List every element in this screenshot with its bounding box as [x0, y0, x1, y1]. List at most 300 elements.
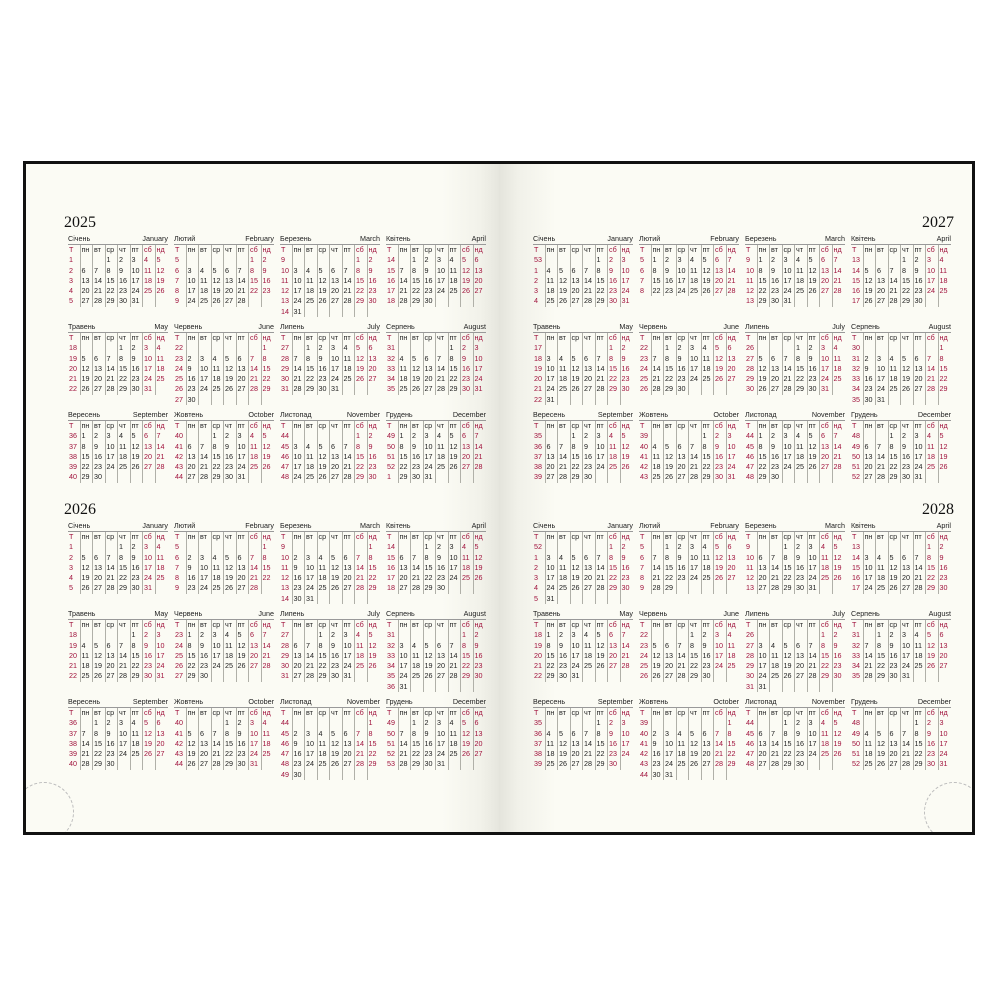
day-cell: 23: [914, 286, 927, 296]
day-cell: 15: [411, 276, 424, 286]
month-grid: [386, 421, 486, 483]
day-cell: 2: [901, 431, 914, 441]
day-cell: 3: [436, 255, 449, 265]
day-cell: [901, 542, 914, 552]
week-row: [639, 255, 739, 265]
day-cell: 3: [199, 354, 212, 364]
month-header: [68, 408, 168, 421]
weekday-header: пт: [702, 532, 715, 542]
day-cell: 25: [224, 661, 237, 671]
day-cell: [249, 472, 262, 482]
day-cell: 14: [652, 563, 665, 573]
week-number: 43: [639, 472, 652, 482]
day-cell: 17: [330, 364, 343, 374]
day-cell: 20: [199, 749, 212, 759]
day-cell: 4: [262, 718, 267, 728]
weekday-header: нд: [727, 333, 736, 342]
week-number: 48: [280, 472, 293, 482]
day-cell: 15: [939, 363, 948, 373]
day-cell: 28: [596, 384, 609, 394]
day-cell: 29: [783, 759, 796, 769]
week-number: 38: [533, 749, 546, 759]
day-cell: 3: [330, 343, 343, 353]
day-cell: 7: [558, 442, 571, 452]
day-cell: 4: [143, 255, 156, 265]
day-cell: 5: [571, 354, 584, 364]
day-cell: 4: [795, 255, 808, 265]
day-cell: 4: [795, 431, 808, 441]
day-cell: 11: [795, 266, 808, 276]
day-cell: 10: [783, 442, 796, 452]
weekday-header: Т: [174, 245, 187, 255]
day-cell: 24: [199, 384, 212, 394]
week-number: 7: [174, 563, 187, 573]
week-row: [386, 472, 486, 482]
day-cell: 14: [596, 364, 609, 374]
week-number: 5: [68, 296, 81, 306]
day-cell: 13: [677, 452, 690, 462]
week-row: [174, 630, 274, 640]
day-cell: 17: [199, 573, 212, 583]
day-cell: 29: [702, 472, 715, 482]
day-cell: 4: [583, 630, 596, 640]
day-cell: 26: [652, 671, 665, 681]
day-cell: 31: [664, 770, 677, 780]
month-header: [386, 320, 486, 333]
day-cell: [652, 630, 665, 640]
day-cell: 11: [131, 729, 144, 739]
day-cell: 19: [411, 374, 424, 384]
week-row: [639, 583, 739, 593]
day-cell: 22: [652, 286, 665, 296]
month-grid: [174, 245, 274, 307]
weekday-header: пн: [399, 708, 412, 718]
day-cell: 5: [833, 542, 838, 552]
day-cell: 11: [399, 364, 412, 374]
weekday-header: ср: [571, 708, 584, 718]
day-cell: 10: [156, 640, 165, 650]
day-cell: [118, 630, 131, 640]
weekday-header-row: [68, 333, 168, 343]
day-cell: 19: [262, 451, 271, 461]
day-cell: 3: [596, 431, 609, 441]
weekday-header: чт: [689, 421, 702, 431]
day-cell: 13: [224, 276, 237, 286]
day-cell: [156, 759, 169, 769]
day-cell: [131, 759, 144, 769]
day-cell: 15: [914, 739, 927, 749]
day-cell: 3: [714, 630, 727, 640]
week-row: [174, 452, 274, 462]
weekday-header: сб: [355, 532, 368, 542]
week-number: 44: [280, 431, 293, 441]
weekday-header-row: [533, 245, 633, 255]
day-cell: 6: [93, 553, 106, 563]
day-cell: 15: [368, 562, 377, 572]
day-cell: 10: [199, 364, 212, 374]
day-cell: 19: [330, 749, 343, 759]
week-number: 35: [386, 384, 399, 394]
day-cell: 2: [621, 542, 626, 552]
day-cell: 14: [156, 441, 165, 451]
month-header: [68, 695, 168, 708]
day-cell: 8: [939, 353, 944, 363]
day-cell: 21: [249, 573, 262, 583]
day-cell: [727, 384, 740, 394]
week-number: 15: [851, 563, 864, 573]
month-grid: [386, 245, 486, 307]
month-2025-12: [386, 408, 486, 496]
day-cell: 30: [889, 671, 902, 681]
week-row: [745, 583, 845, 593]
day-cell: 14: [677, 651, 690, 661]
day-cell: [677, 718, 690, 728]
weekday-header: пн: [399, 532, 412, 542]
day-cell: 3: [876, 354, 889, 364]
day-cell: 12: [212, 276, 225, 286]
day-cell: 26: [237, 661, 250, 671]
day-cell: 28: [411, 583, 424, 593]
day-cell: 12: [783, 651, 796, 661]
weekday-header: сб: [714, 245, 727, 255]
day-cell: 30: [770, 472, 783, 482]
day-cell: 25: [608, 462, 621, 472]
day-cell: 30: [106, 759, 119, 769]
year-label-2027: 2027: [922, 214, 954, 231]
week-number: 44: [280, 718, 293, 728]
week-number: 17: [851, 583, 864, 593]
week-number: 41: [174, 442, 187, 452]
week-number: 38: [533, 462, 546, 472]
day-cell: 27: [727, 374, 736, 384]
weekday-header: ср: [889, 532, 902, 542]
weekday-header: ср: [677, 421, 690, 431]
weekday-header: нд: [727, 421, 736, 430]
weekday-header: чт: [901, 532, 914, 542]
day-cell: 20: [330, 286, 343, 296]
month-2027-10: [639, 408, 739, 496]
weekday-header: пн: [652, 245, 665, 255]
month-grid: [851, 620, 951, 682]
week-row: [533, 266, 633, 276]
day-cell: 2: [714, 431, 727, 441]
weekday-header: чт: [795, 421, 808, 431]
week-row: [174, 641, 274, 651]
day-cell: 14: [343, 452, 356, 462]
day-cell: 25: [81, 671, 94, 681]
day-cell: 15: [224, 739, 237, 749]
day-cell: 14: [249, 364, 262, 374]
day-cell: 29: [758, 296, 771, 306]
week-number: 46: [280, 452, 293, 462]
day-cell: 8: [368, 552, 373, 562]
weekday-header: Т: [851, 532, 864, 542]
day-cell: 13: [156, 728, 165, 738]
week-row: [745, 671, 845, 681]
week-number: 17: [851, 296, 864, 306]
day-cell: [558, 431, 571, 441]
day-cell: 8: [820, 641, 833, 651]
weekday-header: чт: [330, 421, 343, 431]
month-header: [533, 695, 633, 708]
weekday-header: чт: [901, 245, 914, 255]
day-cell: 12: [864, 276, 877, 286]
weekday-header: Т: [745, 333, 758, 343]
day-cell: 8: [664, 553, 677, 563]
day-cell: 5: [652, 641, 665, 651]
day-cell: 18: [820, 563, 833, 573]
day-cell: 7: [355, 729, 368, 739]
day-cell: [474, 472, 487, 482]
week-number: 13: [280, 296, 293, 306]
month-header: [68, 519, 168, 532]
week-number: 9: [745, 542, 758, 552]
week-number: 26: [745, 343, 758, 353]
day-cell: 15: [118, 563, 131, 573]
weekday-header: Т: [280, 620, 293, 630]
day-cell: 19: [355, 364, 368, 374]
weekday-header: чт: [224, 620, 237, 630]
day-cell: 28: [914, 583, 927, 593]
weekday-header: нд: [939, 532, 948, 541]
day-cell: 4: [411, 641, 424, 651]
week-number: 40: [174, 718, 187, 728]
week-number: 14: [851, 553, 864, 563]
weekday-header: пт: [237, 333, 250, 343]
weekday-header: пт: [237, 245, 250, 255]
day-cell: 16: [833, 650, 842, 660]
day-cell: 10: [118, 729, 131, 739]
weekday-header: ср: [212, 532, 225, 542]
day-cell: 7: [689, 442, 702, 452]
week-number: 43: [639, 759, 652, 769]
week-row: [639, 651, 739, 661]
day-cell: 7: [106, 354, 119, 364]
day-cell: [926, 472, 939, 482]
day-cell: [571, 718, 584, 728]
month-grid: [851, 532, 951, 594]
day-cell: 11: [583, 641, 596, 651]
day-cell: 6: [758, 553, 771, 563]
week-number: 12: [280, 573, 293, 583]
day-cell: [81, 718, 94, 728]
day-cell: 6: [461, 431, 474, 441]
week-row: [174, 542, 274, 552]
week-number: 35: [851, 395, 864, 405]
month-name-en: June: [258, 609, 274, 618]
weekday-header: сб: [926, 620, 939, 630]
weekday-header: пт: [449, 532, 462, 542]
day-cell: [156, 384, 169, 394]
day-cell: 13: [795, 651, 808, 661]
day-cell: 23: [621, 374, 630, 384]
weekday-header: сб: [714, 708, 727, 718]
day-cell: 24: [571, 661, 584, 671]
weekday-header: Т: [174, 620, 187, 630]
day-cell: 13: [343, 563, 356, 573]
day-cell: [318, 542, 331, 552]
day-cell: 2: [621, 343, 626, 353]
day-cell: 1: [546, 630, 559, 640]
week-row: [280, 542, 380, 552]
day-cell: 22: [702, 462, 715, 472]
day-cell: 10: [424, 442, 437, 452]
day-cell: 23: [677, 573, 690, 583]
day-cell: 20: [583, 374, 596, 384]
day-cell: 4: [249, 431, 262, 441]
week-number: 14: [280, 307, 293, 317]
week-number: 12: [745, 573, 758, 583]
day-cell: 16: [864, 374, 877, 384]
day-cell: 13: [237, 364, 250, 374]
weekday-header: пн: [293, 708, 306, 718]
week-number: 20: [533, 374, 546, 384]
day-cell: 15: [355, 452, 368, 462]
day-cell: 24: [664, 759, 677, 769]
weekday-header: вт: [876, 532, 889, 542]
day-cell: 15: [664, 364, 677, 374]
day-cell: 31: [876, 395, 889, 405]
day-cell: 15: [664, 563, 677, 573]
week-row: [851, 395, 951, 405]
day-cell: 6: [795, 641, 808, 651]
day-cell: 15: [608, 364, 621, 374]
day-cell: [833, 583, 846, 593]
day-cell: 25: [399, 384, 412, 394]
weekday-header: ср: [783, 708, 796, 718]
day-cell: 26: [926, 661, 939, 671]
day-cell: 7: [93, 266, 106, 276]
day-cell: [224, 671, 237, 681]
day-cell: 15: [355, 276, 368, 286]
weekday-header-row: [280, 620, 380, 630]
day-cell: 18: [608, 452, 621, 462]
day-cell: 19: [864, 286, 877, 296]
day-cell: 1: [93, 718, 106, 728]
day-cell: 16: [330, 651, 343, 661]
weekday-header: ср: [677, 532, 690, 542]
week-number: 22: [533, 395, 546, 405]
week-row: [174, 739, 274, 749]
day-cell: 16: [411, 452, 424, 462]
weekday-header: чт: [689, 532, 702, 542]
weekday-header: сб: [461, 532, 474, 542]
weekday-header: нд: [474, 708, 483, 717]
month-header: [745, 607, 845, 620]
day-cell: [411, 682, 424, 692]
day-cell: 7: [474, 431, 479, 441]
month-name-ua: Березень: [745, 234, 777, 243]
weekday-header: пт: [808, 532, 821, 542]
month-header: [851, 695, 951, 708]
week-number: 34: [386, 374, 399, 384]
day-cell: 3: [820, 343, 833, 353]
day-cell: [727, 770, 740, 780]
day-cell: 9: [889, 641, 902, 651]
month-name-en: April: [471, 521, 486, 530]
day-cell: 8: [93, 729, 106, 739]
weekday-header: нд: [621, 421, 630, 430]
weekday-header: нд: [833, 333, 842, 342]
day-cell: 11: [318, 563, 331, 573]
day-cell: 28: [926, 384, 939, 394]
day-cell: 18: [558, 573, 571, 583]
day-cell: 26: [143, 749, 156, 759]
weekday-header: Т: [745, 708, 758, 718]
day-cell: 5: [461, 255, 474, 265]
day-cell: [305, 431, 318, 441]
day-cell: [795, 682, 808, 692]
day-cell: 5: [758, 354, 771, 364]
day-cell: 10: [187, 276, 200, 286]
day-cell: [262, 671, 275, 681]
week-row: [174, 573, 274, 583]
day-cell: 16: [318, 364, 331, 374]
day-cell: 8: [305, 354, 318, 364]
day-cell: 14: [901, 739, 914, 749]
day-cell: 19: [808, 276, 821, 286]
day-cell: 8: [926, 553, 939, 563]
day-cell: [727, 583, 740, 593]
weekday-header: пн: [652, 620, 665, 630]
day-cell: [596, 395, 609, 405]
day-cell: 6: [474, 718, 479, 728]
day-cell: 5: [318, 442, 331, 452]
day-cell: 28: [833, 286, 842, 296]
week-number: 35: [851, 671, 864, 681]
week-row: [533, 583, 633, 593]
day-cell: 7: [343, 266, 356, 276]
week-number: 15: [386, 553, 399, 563]
day-cell: 27: [758, 759, 771, 769]
week-number: 40: [68, 472, 81, 482]
weekday-header: ср: [212, 620, 225, 630]
day-cell: 24: [546, 384, 559, 394]
month-2026-11: [280, 695, 380, 783]
day-cell: 17: [914, 452, 927, 462]
day-cell: 1: [424, 542, 437, 552]
day-cell: 10: [901, 641, 914, 651]
day-cell: 24: [156, 661, 165, 671]
day-cell: 12: [330, 739, 343, 749]
day-cell: 20: [93, 573, 106, 583]
week-row: [533, 661, 633, 671]
day-cell: 7: [81, 729, 94, 739]
week-row: [386, 661, 486, 671]
week-number: 27: [174, 671, 187, 681]
week-number: 24: [639, 364, 652, 374]
day-cell: 1: [399, 431, 412, 441]
weekday-header: Т: [174, 421, 187, 431]
day-cell: 26: [262, 462, 271, 472]
week-row: [68, 266, 168, 276]
day-cell: 1: [939, 343, 944, 353]
day-cell: [889, 718, 902, 728]
day-cell: 25: [558, 384, 571, 394]
weekday-header: ср: [889, 333, 902, 343]
day-cell: 24: [330, 374, 343, 384]
day-cell: 19: [131, 452, 144, 462]
day-cell: 12: [474, 552, 483, 562]
day-cell: [330, 718, 343, 728]
weekday-header: ср: [424, 245, 437, 255]
week-number: 36: [533, 442, 546, 452]
day-cell: 2: [608, 718, 621, 728]
day-cell: 27: [93, 583, 106, 593]
week-number: 29: [280, 651, 293, 661]
week-number: 50: [851, 739, 864, 749]
day-cell: 9: [914, 266, 927, 276]
